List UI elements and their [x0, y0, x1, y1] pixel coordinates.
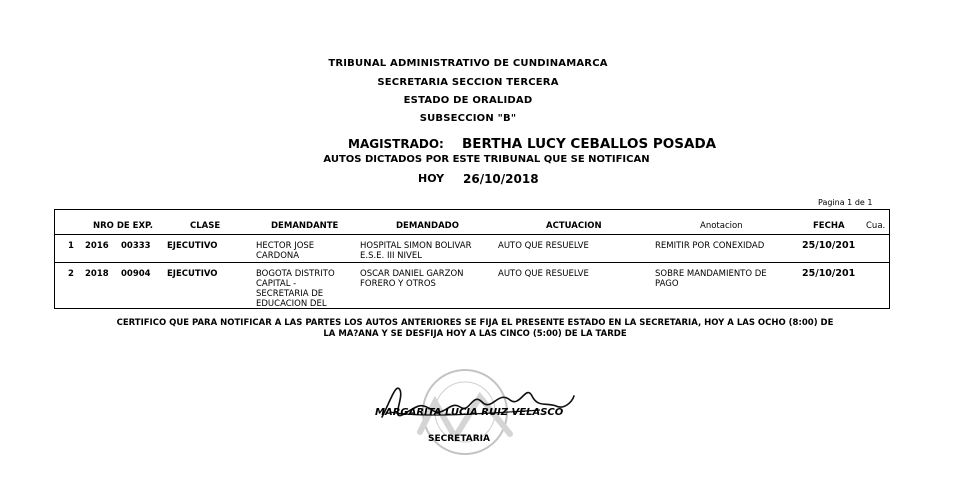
page-indicator: Pagina 1 de 1 [818, 198, 873, 207]
certification-text [110, 318, 840, 340]
row2-number: 00904 [121, 269, 151, 279]
row1-demandado [360, 241, 472, 261]
hoy-date: 26/10/2018 [463, 172, 539, 186]
secretary-name: MARGARITA LUCIA RUIZ VELASCO [375, 407, 564, 418]
col-header-nro: NRO DE EXP. [93, 221, 153, 231]
hoy-label: HOY [418, 172, 445, 185]
row2-demandante-line: EDUCACION DEL [256, 299, 327, 309]
row2-demandado-line: OSCAR DANIEL GARZON [360, 269, 464, 279]
row1-demandante [256, 241, 314, 261]
row2-fecha: 25/10/201 [802, 268, 856, 279]
row1-fecha: 25/10/201 [802, 240, 856, 251]
col-header-cua: Cua. [866, 221, 886, 231]
col-header-demandado: DEMANDADO [396, 221, 459, 231]
col-header-actuacion: ACTUACION [546, 221, 602, 231]
autos-subtitle: AUTOS DICTADOS POR ESTE TRIBUNAL QUE SE NOTIFICAN [323, 154, 650, 165]
col-header-demandante: DEMANDANTE [271, 221, 339, 231]
row2-anotacion [655, 269, 767, 289]
row2-clase: EJECUTIVO [167, 269, 218, 279]
certification-line: CERTIFICO QUE PARA NOTIFICAR A LAS PARTES LOS AUTOS ANTERIORES SE FIJA EL PRESENTE ESTADO EN LA SECRETARIA, HOY A LAS OCHO (8:00) DE [116, 318, 834, 328]
subsection-name: SUBSECCION "B" [419, 113, 517, 124]
row1-demandado-line: HOSPITAL SIMON BOLIVAR [360, 241, 472, 251]
row1-anotacion [655, 241, 764, 251]
row1-demandado-line: E.S.E. III NIVEL [360, 251, 422, 261]
notifications-table [54, 209, 890, 309]
row2-index: 2 [68, 269, 74, 279]
magistrado-name: BERTHA LUCY CEBALLOS POSADA [462, 136, 717, 152]
magistrado-label: MAGISTRADO: [348, 137, 444, 151]
secretary-role: SECRETARIA [428, 434, 490, 444]
row2-demandado-line: FORERO Y OTROS [360, 279, 436, 289]
row1-demandante-line: CARDONA [256, 251, 300, 261]
col-header-anotacion: Anotacion [700, 221, 743, 231]
row1-actuacion: AUTO QUE RESUELVE [498, 241, 589, 251]
court-name: TRIBUNAL ADMINISTRATIVO DE CUNDINAMARCA [328, 58, 608, 69]
row1-year: 2016 [85, 241, 109, 251]
row2-demandante-line: SECRETARIA DE [256, 289, 324, 299]
row2-anotacion-line: SOBRE MANDAMIENTO DE [655, 269, 767, 279]
row2-demandante-line: BOGOTA DISTRITO [256, 269, 335, 279]
row2-demandante [256, 269, 335, 309]
row1-clase: EJECUTIVO [167, 241, 218, 251]
row1-demandante-line: HECTOR JOSE [256, 241, 315, 251]
state-title: ESTADO DE ORALIDAD [403, 95, 533, 106]
row-divider [55, 262, 889, 263]
header-divider [55, 234, 889, 235]
section-name: SECRETARIA SECCION TERCERA [377, 77, 559, 88]
row2-year: 2018 [85, 269, 109, 279]
row1-number: 00333 [121, 241, 151, 251]
certification-line: LA MA?ANA Y SE DESFIJA HOY A LAS CINCO (5:00) DE LA TARDE [323, 329, 627, 339]
row2-anotacion-line: PAGO [655, 279, 679, 289]
row2-demandante-line: CAPITAL - [256, 279, 297, 289]
row2-actuacion: AUTO QUE RESUELVE [498, 269, 589, 279]
row1-anotacion-line: REMITIR POR CONEXIDAD [655, 241, 765, 251]
row2-demandado [360, 269, 464, 289]
row1-index: 1 [68, 241, 74, 251]
col-header-fecha: FECHA [813, 221, 845, 231]
col-header-clase: CLASE [190, 221, 221, 231]
